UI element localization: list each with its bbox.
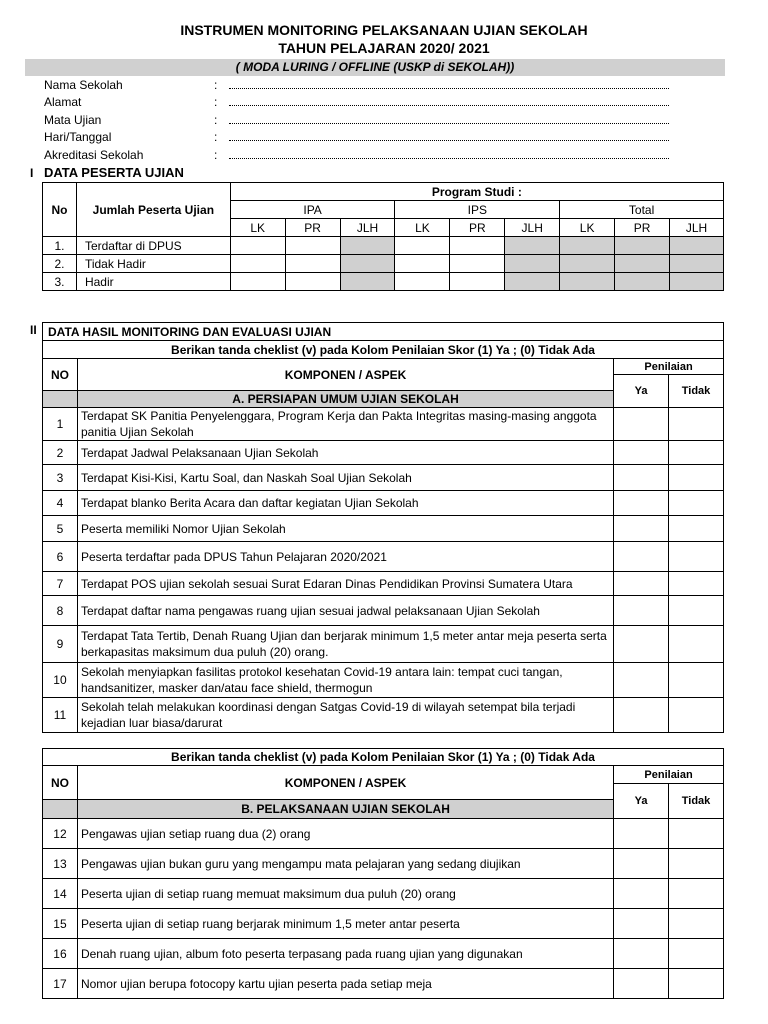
section-1-number: I — [30, 166, 34, 180]
ya-cell[interactable] — [614, 408, 669, 441]
ya-cell[interactable] — [614, 491, 669, 516]
data-cell-shaded — [560, 255, 615, 273]
table-row — [43, 939, 724, 969]
info-label: Mata Ujian — [44, 113, 102, 127]
info-colon: : — [214, 113, 218, 127]
data-cell-shaded — [670, 255, 724, 273]
tidak-cell[interactable] — [669, 849, 724, 879]
ya-cell[interactable] — [614, 542, 669, 572]
sub-header-pr: PR — [615, 219, 670, 237]
table-row — [43, 516, 724, 542]
col-header-penilaian: Penilaian — [614, 766, 724, 784]
item-text: Peserta memiliki Nomor Ujian Sekolah — [77, 516, 613, 542]
ya-cell[interactable] — [614, 969, 669, 999]
section-2-title: DATA HASIL MONITORING DAN EVALUASI UJIAN — [43, 323, 724, 341]
info-fill-line[interactable] — [229, 146, 669, 159]
item-no: 12 — [43, 819, 78, 849]
row-label: Hadir — [76, 273, 230, 291]
ya-cell[interactable] — [614, 909, 669, 939]
data-cell-shaded — [560, 273, 615, 291]
document-title: INSTRUMEN MONITORING PELAKSANAAN UJIAN SEKOLAH — [180, 22, 588, 38]
data-cell[interactable] — [450, 255, 505, 273]
item-text: Pengawas ujian setiap ruang dua (2) orang — [77, 819, 613, 849]
ya-cell[interactable] — [614, 596, 669, 626]
item-text: Pengawas ujian bukan guru yang mengampu mata pelajaran yang sedang diujikan — [77, 849, 613, 879]
instruction-b: Berikan tanda cheklist (v) pada Kolom Penilaian Skor (1) Ya ; (0) Tidak Ada — [43, 749, 724, 766]
info-row-accreditation — [44, 146, 228, 164]
item-no: 10 — [43, 663, 78, 698]
info-row-school-name — [44, 76, 228, 94]
table-row — [43, 441, 724, 465]
ya-cell[interactable] — [614, 819, 669, 849]
table-row — [43, 491, 724, 516]
data-cell-shaded — [340, 255, 395, 273]
data-cell[interactable] — [395, 273, 450, 291]
item-text: Terdapat daftar nama pengawas ruang ujian sesuai jadwal pelaksanaan Ujian Sekolah — [77, 596, 613, 626]
sub-header-pr: PR — [285, 219, 340, 237]
item-no: 16 — [43, 939, 78, 969]
ya-cell[interactable] — [614, 465, 669, 491]
info-fill-line[interactable] — [229, 76, 669, 89]
info-row-address — [44, 93, 228, 111]
table-row — [43, 572, 724, 596]
tidak-cell[interactable] — [669, 879, 724, 909]
col-header-ya: Ya — [614, 784, 669, 819]
data-cell-shaded — [505, 255, 560, 273]
table-row — [43, 542, 724, 572]
table-row — [43, 408, 724, 441]
info-colon: : — [214, 148, 218, 162]
instruction-a: Berikan tanda cheklist (v) pada Kolom Penilaian Skor (1) Ya ; (0) Tidak Ada — [43, 341, 724, 359]
col-header-tidak: Tidak — [669, 375, 724, 408]
tidak-cell[interactable] — [669, 698, 724, 733]
item-no: 17 — [43, 969, 78, 999]
item-no: 13 — [43, 849, 78, 879]
document-subtitle: TAHUN PELAJARAN 2020/ 2021 — [278, 40, 490, 56]
subsection-no-cell — [43, 800, 78, 819]
data-cell-shaded — [670, 237, 724, 255]
table-row — [43, 626, 724, 663]
item-text: Terdapat Kisi-Kisi, Kartu Soal, dan Naskah Soal Ujian Sekolah — [77, 465, 613, 491]
group-header-ipa: IPA — [230, 201, 395, 219]
item-text: Terdapat Jadwal Pelaksanaan Ujian Sekolah — [77, 441, 613, 465]
data-cell-shaded — [615, 273, 670, 291]
data-cell[interactable] — [450, 237, 505, 255]
info-fill-line[interactable] — [229, 111, 669, 124]
group-header-total: Total — [560, 201, 724, 219]
data-cell[interactable] — [450, 273, 505, 291]
col-header-jumlah: Jumlah Peserta Ujian — [76, 183, 230, 237]
table-row — [43, 969, 724, 999]
col-header-penilaian: Penilaian — [614, 359, 724, 375]
item-text: Terdapat blanko Berita Acara dan daftar kegiatan Ujian Sekolah — [77, 491, 613, 516]
info-fill-line[interactable] — [229, 128, 669, 141]
item-text: Terdapat SK Panitia Penyelenggara, Program Kerja dan Pakta Integritas masing-masing anggota panitia Ujian Sekolah — [77, 408, 613, 441]
table-row — [43, 879, 724, 909]
tidak-cell[interactable] — [669, 441, 724, 465]
table-row — [43, 909, 724, 939]
item-no: 11 — [43, 698, 78, 733]
table-row — [43, 273, 724, 291]
participant-table — [42, 182, 724, 291]
sub-header-lk: LK — [560, 219, 615, 237]
info-colon: : — [214, 78, 218, 92]
data-cell-shaded — [670, 273, 724, 291]
item-no: 8 — [43, 596, 78, 626]
monitoring-table-a — [42, 322, 724, 733]
tidak-cell[interactable] — [669, 969, 724, 999]
item-no: 1 — [43, 408, 78, 441]
item-no: 14 — [43, 879, 78, 909]
subsection-a-title: A. PERSIAPAN UMUM UJIAN SEKOLAH — [77, 391, 613, 408]
tidak-cell[interactable] — [669, 572, 724, 596]
row-label: Tidak Hadir — [76, 255, 230, 273]
data-cell[interactable] — [285, 255, 340, 273]
table-row — [43, 663, 724, 698]
ya-cell[interactable] — [614, 516, 669, 542]
item-no: 3 — [43, 465, 78, 491]
subsection-no-cell — [43, 391, 78, 408]
info-label: Nama Sekolah — [44, 78, 123, 92]
ya-cell[interactable] — [614, 698, 669, 733]
item-no: 9 — [43, 626, 78, 663]
mode-banner: ( MODA LURING / OFFLINE (USKP di SEKOLAH)) — [25, 59, 725, 76]
sub-header-lk: LK — [230, 219, 285, 237]
row-no: 2. — [43, 255, 77, 273]
ya-cell[interactable] — [614, 663, 669, 698]
data-cell[interactable] — [230, 255, 285, 273]
data-cell-shaded — [340, 237, 395, 255]
item-no: 15 — [43, 909, 78, 939]
item-no: 5 — [43, 516, 78, 542]
info-label: Hari/Tanggal — [44, 130, 112, 144]
item-text: Sekolah menyiapkan fasilitas protokol kesehatan Covid-19 antara lain: tempat cuci tangan, handsanitizer, masker dan/atau face shield, thermogun — [77, 663, 613, 698]
monitoring-table-b — [42, 748, 724, 999]
tidak-cell[interactable] — [669, 491, 724, 516]
tidak-cell[interactable] — [669, 663, 724, 698]
item-text: Sekolah telah melakukan koordinasi dengan Satgas Covid-19 di wilayah setempat bila terjadi kejadian luar biasa/darurat — [77, 698, 613, 733]
table-row — [43, 596, 724, 626]
data-cell[interactable] — [395, 237, 450, 255]
tidak-cell[interactable] — [669, 819, 724, 849]
row-label: Terdaftar di DPUS — [76, 237, 230, 255]
col-header-komponen: KOMPONEN / ASPEK — [77, 766, 613, 800]
item-text: Denah ruang ujian, album foto peserta terpasang pada ruang ujian yang digunakan — [77, 939, 613, 969]
info-colon: : — [214, 130, 218, 144]
col-header-komponen: KOMPONEN / ASPEK — [77, 359, 613, 391]
section-1-title: DATA PESERTA UJIAN — [44, 165, 184, 180]
ya-cell[interactable] — [614, 939, 669, 969]
item-no: 6 — [43, 542, 78, 572]
col-header-no: NO — [43, 359, 78, 391]
tidak-cell[interactable] — [669, 542, 724, 572]
data-cell[interactable] — [285, 273, 340, 291]
col-header-ya: Ya — [614, 375, 669, 408]
tidak-cell[interactable] — [669, 516, 724, 542]
tidak-cell[interactable] — [669, 596, 724, 626]
table-row — [43, 237, 724, 255]
tidak-cell[interactable] — [669, 408, 724, 441]
item-text: Peserta terdaftar pada DPUS Tahun Pelajaran 2020/2021 — [77, 542, 613, 572]
sub-header-lk: LK — [395, 219, 450, 237]
data-cell[interactable] — [230, 237, 285, 255]
item-text: Nomor ujian berupa fotocopy kartu ujian peserta pada setiap meja — [77, 969, 613, 999]
sub-header-jlh: JLH — [505, 219, 560, 237]
table-row — [43, 255, 724, 273]
item-no: 2 — [43, 441, 78, 465]
ya-cell[interactable] — [614, 849, 669, 879]
data-cell-shaded — [340, 273, 395, 291]
data-cell[interactable] — [395, 255, 450, 273]
sub-header-pr: PR — [450, 219, 505, 237]
ya-cell[interactable] — [614, 441, 669, 465]
data-cell-shaded — [615, 237, 670, 255]
ya-cell[interactable] — [614, 879, 669, 909]
data-cell[interactable] — [285, 237, 340, 255]
tidak-cell[interactable] — [669, 465, 724, 491]
ya-cell[interactable] — [614, 572, 669, 596]
info-colon: : — [214, 95, 218, 109]
col-header-program-studi: Program Studi : — [230, 183, 723, 201]
data-cell-shaded — [615, 255, 670, 273]
data-cell-shaded — [560, 237, 615, 255]
item-text: Peserta ujian di setiap ruang berjarak minimum 1,5 meter antar peserta — [77, 909, 613, 939]
col-header-no: NO — [43, 766, 78, 800]
info-row-date — [44, 128, 228, 146]
row-no: 1. — [43, 237, 77, 255]
data-cell-shaded — [505, 273, 560, 291]
info-label: Akreditasi Sekolah — [44, 148, 144, 162]
table-row — [43, 698, 724, 733]
item-no: 4 — [43, 491, 78, 516]
tidak-cell[interactable] — [669, 626, 724, 663]
subsection-b-title: B. PELAKSANAAN UJIAN SEKOLAH — [77, 800, 613, 819]
sub-header-jlh: JLH — [670, 219, 724, 237]
table-row — [43, 849, 724, 879]
data-cell-shaded — [505, 237, 560, 255]
table-row — [43, 819, 724, 849]
table-row — [43, 465, 724, 491]
ya-cell[interactable] — [614, 626, 669, 663]
group-header-ips: IPS — [395, 201, 560, 219]
item-text: Terdapat Tata Tertib, Denah Ruang Ujian dan berjarak minimum 1,5 meter antar meja peserta serta berkapasitas maksimum dua puluh (20) orang. — [77, 626, 613, 663]
row-no: 3. — [43, 273, 77, 291]
info-row-subject — [44, 111, 228, 129]
data-cell[interactable] — [230, 273, 285, 291]
item-text: Peserta ujian di setiap ruang memuat maksimum dua puluh (20) orang — [77, 879, 613, 909]
tidak-cell[interactable] — [669, 939, 724, 969]
info-label: Alamat — [44, 95, 82, 109]
sub-header-jlh: JLH — [340, 219, 395, 237]
tidak-cell[interactable] — [669, 909, 724, 939]
col-header-no: No — [43, 183, 77, 237]
section-2-number: II — [30, 323, 37, 337]
col-header-tidak: Tidak — [669, 784, 724, 819]
item-no: 7 — [43, 572, 78, 596]
info-fill-line[interactable] — [229, 93, 669, 106]
item-text: Terdapat POS ujian sekolah sesuai Surat Edaran Dinas Pendidikan Provinsi Sumatera Utara — [77, 572, 613, 596]
